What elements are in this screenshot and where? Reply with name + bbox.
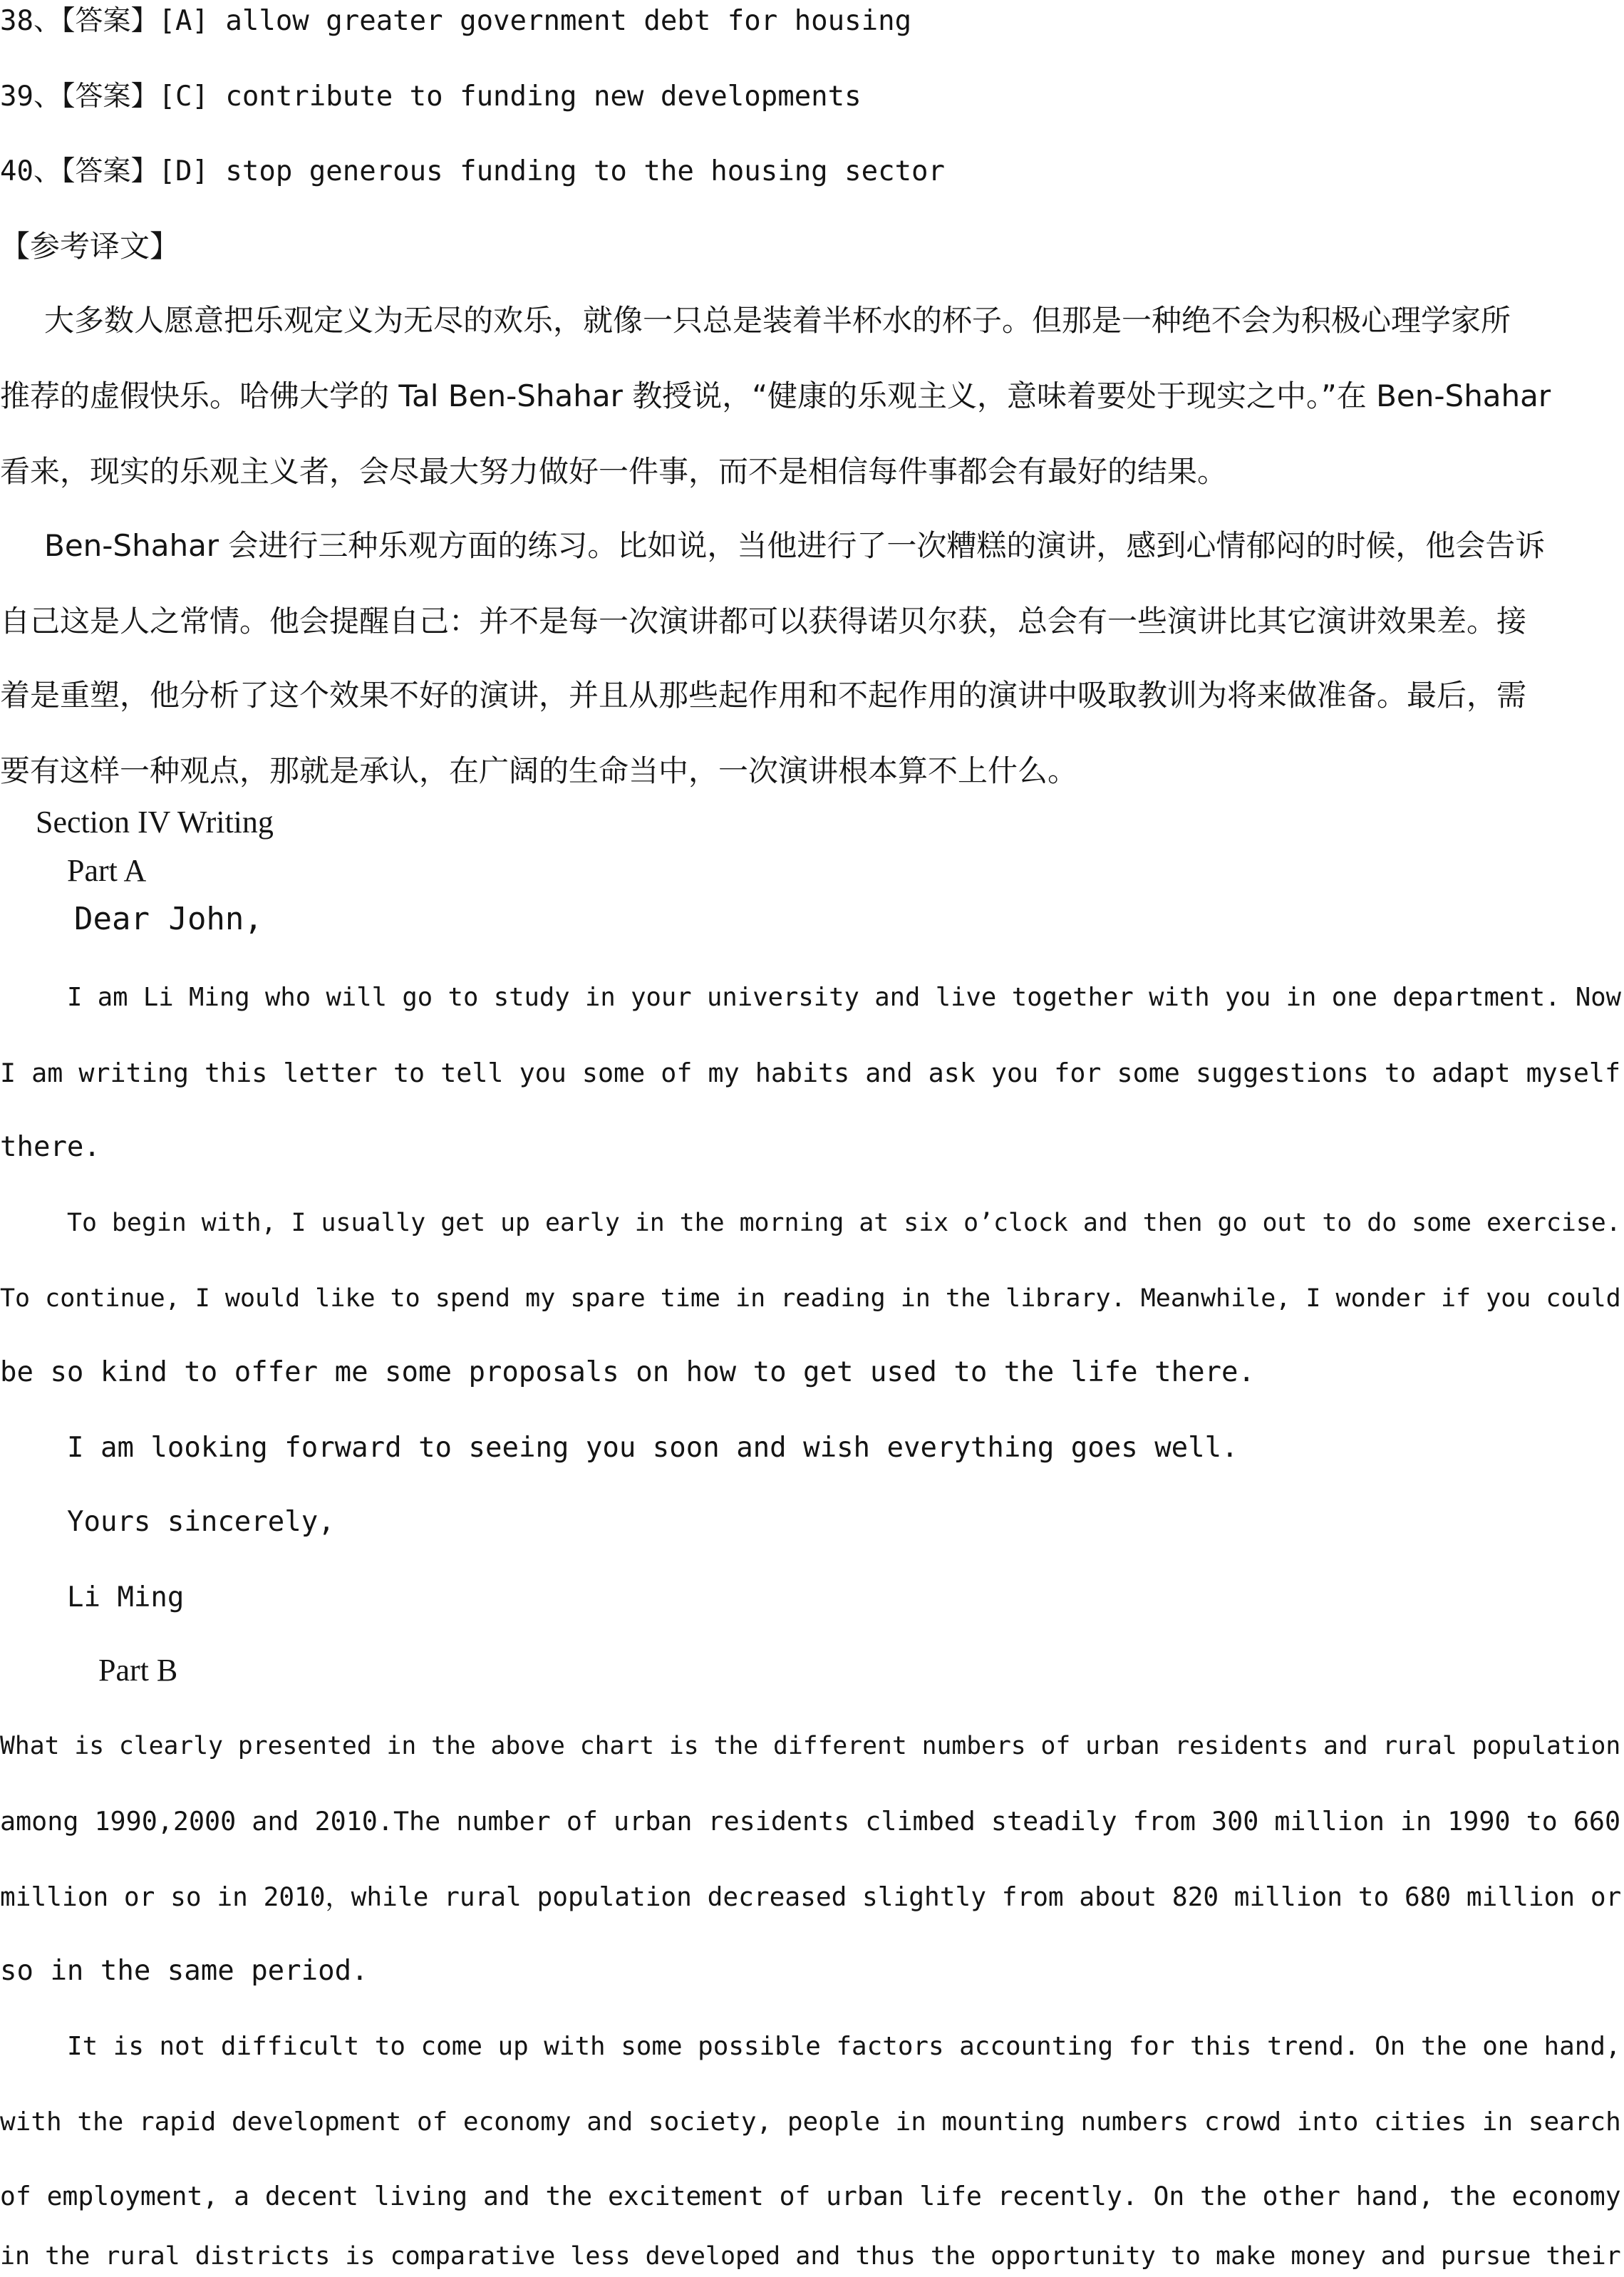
essay-p1-line2: among 1990,2000 and 2010.The number of urban residents climbed steadily from 300 million in 1990 to 660: [0, 1806, 1621, 1837]
answer-40: 40、【答案】[D] stop generous funding to the housing sector: [0, 155, 946, 187]
essay-p1-line4: so in the same period.: [0, 1955, 368, 1987]
letter-closing: Yours sincerely,: [67, 1506, 335, 1538]
part-a-label: Part A: [67, 853, 147, 888]
section-title: Section IV Writing: [36, 805, 274, 840]
letter-salutation: Dear John,: [74, 901, 263, 937]
part-b-label: Part B: [98, 1653, 178, 1688]
letter-p2-line2: To continue, I would like to spend my spare time in reading in the library. Meanwhile, I wonder if you could: [0, 1284, 1621, 1313]
essay-p2-line4: in the rural districts is comparative less developed and thus the opportunity to make money and pursue their: [0, 2242, 1621, 2271]
letter-p1-line1: I am Li Ming who will go to study in your university and live together with you in one department. Now: [67, 983, 1621, 1012]
letter-p3: I am looking forward to seeing you soon and wish everything goes well.: [67, 1432, 1238, 1464]
translation-p2-line2: 自己这是人之常情。他会提醒自己：并不是每一次演讲都可以获得诺贝尔获，总会有一些演讲比其它演讲效果差。接: [0, 604, 1527, 639]
essay-p1-line3: million or so in 2010，while rural population decreased slightly from about 820 million to 680 million or: [0, 1881, 1622, 1912]
translation-p1-line2: 推荐的虚假快乐。哈佛大学的 Tal Ben-Shahar 教授说，“健康的乐观主义，意味着要处于现实之中。”在 Ben-Shahar: [0, 378, 1551, 413]
translation-p1-line1: 大多数人愿意把乐观定义为无尽的欢乐，就像一只总是装着半杯水的杯子。但那是一种绝不会为积极心理学家所: [14, 303, 1511, 338]
translation-p2-line1: Ben-Shahar 会进行三种乐观方面的练习。比如说，当他进行了一次糟糕的演讲，感到心情郁闷的时候，他会告诉: [14, 528, 1546, 563]
answer-39: 39、【答案】[C] contribute to funding new developments: [0, 81, 862, 113]
essay-p1-line1: What is clearly presented in the above chart is the different numbers of urban residents and rural population: [0, 1732, 1621, 1760]
translation-p1-line3: 看来，现实的乐观主义者，会尽最大努力做好一件事，而不是相信每件事都会有最好的结果。: [0, 454, 1228, 489]
essay-p2-line2: with the rapid development of economy and society, people in mounting numbers crowd into cities in search: [0, 2107, 1621, 2137]
translation-heading: 【参考译文】: [0, 229, 180, 264]
letter-p2-line3: be so kind to offer me some proposals on how to get used to the life there.: [0, 1356, 1255, 1388]
answer-38: 38、【答案】[A] allow greater government debt for housing: [0, 5, 912, 37]
essay-p2-line1: It is not difficult to come up with some possible factors accounting for this trend. On the one hand,: [67, 2032, 1621, 2061]
letter-signature: Li Ming: [67, 1581, 185, 1613]
letter-p1-line3: there.: [0, 1131, 100, 1163]
translation-p2-line4: 要有这样一种观点，那就是承认，在广阔的生命当中，一次演讲根本算不上什么。: [0, 753, 1078, 788]
essay-p2-line3: of employment, a decent living and the excitement of urban life recently. On the other hand, the economy: [0, 2181, 1621, 2211]
letter-p2-line1: To begin with, I usually get up early in the morning at six o’clock and then go out to do some exercise.: [67, 1209, 1621, 1237]
letter-p1-line2: I am writing this letter to tell you some of my habits and ask you for some suggestions to adapt myself: [0, 1058, 1621, 1088]
translation-p2-line3: 着是重塑，他分析了这个效果不好的演讲，并且从那些起作用和不起作用的演讲中吸取教训为将来做准备。最后，需: [0, 678, 1527, 713]
